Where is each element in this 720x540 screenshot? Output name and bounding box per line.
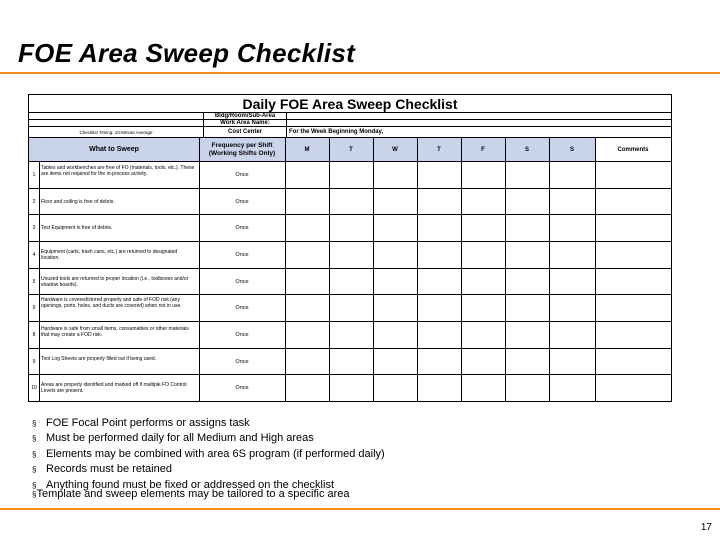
item-number: 9	[32, 359, 36, 365]
item-number: 3	[32, 225, 36, 231]
item-frequency: Once	[235, 385, 249, 391]
info-label: Cost Center	[203, 127, 287, 137]
day-header-wed: W	[392, 147, 398, 153]
item-text: Equipment (carts, trash cans, etc.) are returned to designated location.	[41, 249, 178, 261]
item-frequency: Once	[235, 279, 249, 285]
item-text: Hardware is safe from small items, consumables or other materials that may create a FOD risk.	[41, 326, 189, 338]
item-text: Unused tools are returned to proper location (i.e., toolboxes and/or shadow boards).	[41, 276, 189, 288]
note-text: Records must be retained	[46, 463, 172, 476]
grid-line	[505, 138, 506, 401]
grid-line	[39, 162, 40, 401]
comments-header-cell	[595, 138, 671, 162]
header-row	[29, 138, 595, 162]
note-text: Must be performed daily for all Medium and High areas	[46, 432, 314, 445]
day-header-fri: F	[481, 147, 485, 153]
what-header: What to Sweep	[89, 146, 139, 153]
day-header-tue: T	[349, 147, 353, 153]
grid-line	[595, 138, 596, 401]
frequency-header: Frequency per Shift (Working Shifts Only)	[208, 142, 276, 157]
bullet-marker: §	[32, 419, 37, 428]
info-row	[29, 113, 671, 120]
item-number: 1	[32, 172, 36, 178]
bullet-marker: §	[32, 465, 37, 475]
info-label: Work Area Name:	[203, 120, 287, 126]
bullet-marker: §	[32, 434, 37, 444]
item-text: Tool Log Sheets are properly filled out if being used.	[41, 356, 157, 362]
checklist-row	[29, 242, 671, 269]
item-number: 5	[32, 279, 36, 285]
note-text: Elements may be combined with area 6S program (if performed daily)	[46, 447, 385, 460]
info-label: Bldg/Room/Sub-Area	[203, 113, 287, 119]
grid-line	[417, 138, 418, 401]
item-number: 6	[32, 305, 36, 311]
day-header-thu: T	[437, 147, 441, 153]
bullet-marker: §	[32, 490, 37, 499]
grid-line	[549, 138, 550, 401]
note-item	[32, 462, 385, 477]
item-frequency: Once	[235, 199, 249, 205]
item-number: 4	[32, 252, 36, 258]
grid-line	[373, 138, 374, 401]
note-item	[32, 431, 385, 446]
item-frequency: Once	[235, 172, 249, 178]
checklist-row	[29, 349, 671, 375]
checklist-row	[29, 295, 671, 322]
slide-title: FOE Area Sweep Checklist	[18, 38, 356, 68]
item-text: Test Equipment is free of debris.	[41, 225, 113, 231]
grid-line	[329, 138, 330, 401]
day-header-sun: S	[569, 147, 574, 153]
item-text: Tables and workbenches are free of FO (materials, tools, etc.). These are items not required for the in-process activity.	[41, 165, 195, 177]
checklist-sheet	[28, 94, 672, 402]
grid-line	[285, 138, 286, 401]
note-item	[32, 447, 385, 462]
note-item	[32, 416, 385, 431]
page-number: 17	[700, 522, 712, 533]
grid-line	[199, 138, 200, 401]
item-number: 2	[32, 199, 36, 205]
footer-divider	[0, 508, 720, 510]
note-text: Anything found must be fixed or addressed on the checklist	[46, 478, 335, 491]
grid-line	[461, 138, 462, 401]
checklist-row	[29, 215, 671, 242]
note-text: FOE Focal Point performs or assigns task	[46, 417, 250, 429]
week-label: For the Week Beginning Monday,	[289, 129, 384, 135]
item-frequency: Once	[235, 305, 249, 311]
bullet-marker: §	[32, 480, 37, 490]
checklist-row	[29, 162, 671, 189]
info-row	[29, 120, 671, 127]
notes-list	[32, 416, 385, 493]
item-frequency: Once	[235, 252, 249, 258]
checklist-title: Daily FOE Area Sweep Checklist	[29, 95, 671, 113]
day-header-mon: M	[304, 147, 310, 153]
comments-header: Comments	[617, 147, 649, 153]
item-frequency: Once	[235, 332, 249, 338]
timing-note: Checklist Timing: 10-Minute Average	[79, 130, 153, 135]
item-text: Hardware is covered/stored properly and safe of FOD risk (any openings, ports, holes, and ducts are covered) when not in use.	[41, 297, 182, 309]
item-frequency: Once	[235, 359, 249, 365]
item-frequency: Once	[235, 225, 249, 231]
title-divider	[0, 72, 720, 74]
bullet-marker: §	[32, 449, 37, 459]
day-header-sat: S	[524, 147, 529, 153]
item-text: Floor and ceiling is free of debris.	[41, 199, 115, 205]
checklist-row	[29, 375, 671, 401]
tailoring-note	[32, 488, 350, 500]
item-number: 10	[31, 385, 37, 391]
checklist-row	[29, 322, 671, 349]
item-text: Areas are properly identified and marked off if multiple FO Control Levels are present.	[41, 382, 187, 394]
checklist-row	[29, 269, 671, 295]
note-text: Template and sweep elements may be tailored to a specific area	[36, 488, 350, 500]
checklist-row	[29, 189, 671, 215]
item-number: 8	[32, 332, 36, 338]
info-row	[29, 127, 671, 138]
